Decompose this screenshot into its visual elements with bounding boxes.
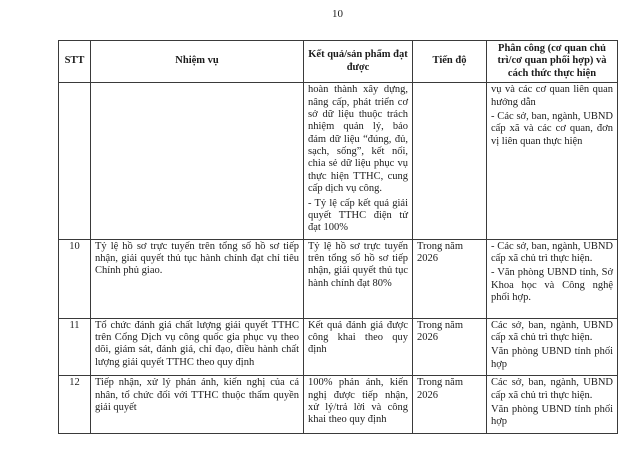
cell-result: [304, 83, 413, 240]
cell-stt: 12: [59, 376, 91, 434]
cell-assignment: [487, 318, 618, 376]
assignment-paragraph: - Các sở, ban, ngành, UBND cấp xã và các cơ quan, đơn vị liên quan thực hiện: [491, 110, 613, 147]
cell-timeline: [413, 239, 487, 318]
cell-task: [91, 83, 304, 240]
cell-stt: 11: [59, 318, 91, 376]
cell-stt: [59, 83, 91, 240]
header-stt: STT: [59, 41, 91, 83]
cell-task: Tỷ lệ hồ sơ trực tuyến trên tổng số hồ sơ tiếp nhận, giải quyết thủ tục hành chính đạt chỉ tiêu Chính phủ giao.: [91, 239, 304, 318]
result-paragraph: 100% phản ánh, kiến nghị được tiếp nhận, xử lý/trả lời và công khai theo quy định: [308, 377, 408, 426]
header-timeline: Tiến độ: [413, 41, 487, 83]
result-paragraph: - Tỷ lệ cấp kết quả giải quyết TTHC điện tử đạt 100%: [308, 197, 408, 234]
tasks-table: [58, 40, 618, 434]
header-result: Kết quả/sản phẩm đạt được: [304, 41, 413, 83]
assignment-paragraph: Các sở, ban, ngành, UBND cấp xã chủ trì thực hiện.: [491, 319, 613, 343]
assignment-paragraph: - Văn phòng UBND tỉnh, Sở Khoa học và Công nghệ phối hợp.: [491, 267, 613, 304]
page-number: 10: [332, 8, 343, 20]
cell-assignment: [487, 376, 618, 434]
cell-timeline: [413, 83, 487, 240]
cell-stt: 10: [59, 239, 91, 318]
table-row: [59, 239, 618, 318]
header-assignment: Phân công (cơ quan chủ trì/cơ quan phối hợp) và cách thức thực hiện: [487, 41, 618, 83]
cell-result: [304, 376, 413, 434]
timeline-text: Trong năm 2026: [417, 377, 463, 401]
cell-assignment: [487, 239, 618, 318]
assignment-paragraph: Các sở, ban, ngành, UBND cấp xã chủ trì thực hiện.: [491, 377, 613, 401]
header-task: Nhiệm vụ: [91, 41, 304, 83]
timeline-text: Trong năm 2026: [417, 240, 463, 264]
cell-task: Tổ chức đánh giá chất lượng giải quyết TTHC trên Cổng Dịch vụ công quốc gia phục vụ theo dõi, giám sát, đánh giá, chỉ đạo, điều hành chất lượng giải quyết TTHC theo quy định: [91, 318, 304, 376]
assignment-paragraph: vụ và các cơ quan liên quan hướng dẫn: [491, 84, 613, 108]
result-paragraph: Tỷ lệ hồ sơ trực tuyến trên tổng số hồ sơ tiếp nhận, giải quyết thủ tục hành chính đạt 80%: [308, 240, 408, 289]
result-paragraph: Kết quả đánh giá được công khai theo quy định: [308, 319, 408, 356]
cell-assignment: [487, 83, 618, 240]
timeline-text: Trong năm 2026: [417, 319, 463, 343]
assignment-paragraph: Văn phòng UBND tỉnh phối hợp: [491, 403, 613, 428]
assignment-paragraph: - Các sở, ban, ngành, UBND cấp xã chủ trì thực hiện.: [491, 240, 613, 264]
assignment-paragraph: Văn phòng UBND tỉnh phối hợp: [491, 346, 613, 370]
cell-result: [304, 239, 413, 318]
table-row: [59, 318, 618, 376]
cell-result: [304, 318, 413, 376]
cell-timeline: [413, 376, 487, 434]
cell-timeline: [413, 318, 487, 376]
table-row: [59, 376, 618, 434]
result-paragraph: hoàn thành xây dựng, nâng cấp, phát triển cơ sở dữ liệu thuộc trách nhiệm quản lý, bảo đảm dữ liệu “đúng, đủ, sạch, sống”, kết nối, chia sẻ dữ liệu phục vụ thực hiện TTHC, cung cấp dịch vụ công.: [308, 84, 408, 195]
table-row: [59, 83, 618, 240]
table-header-row: [59, 41, 618, 83]
cell-task: Tiếp nhận, xử lý phản ánh, kiến nghị của cá nhân, tổ chức đối với TTHC thuộc thẩm quyền giải quyết: [91, 376, 304, 434]
